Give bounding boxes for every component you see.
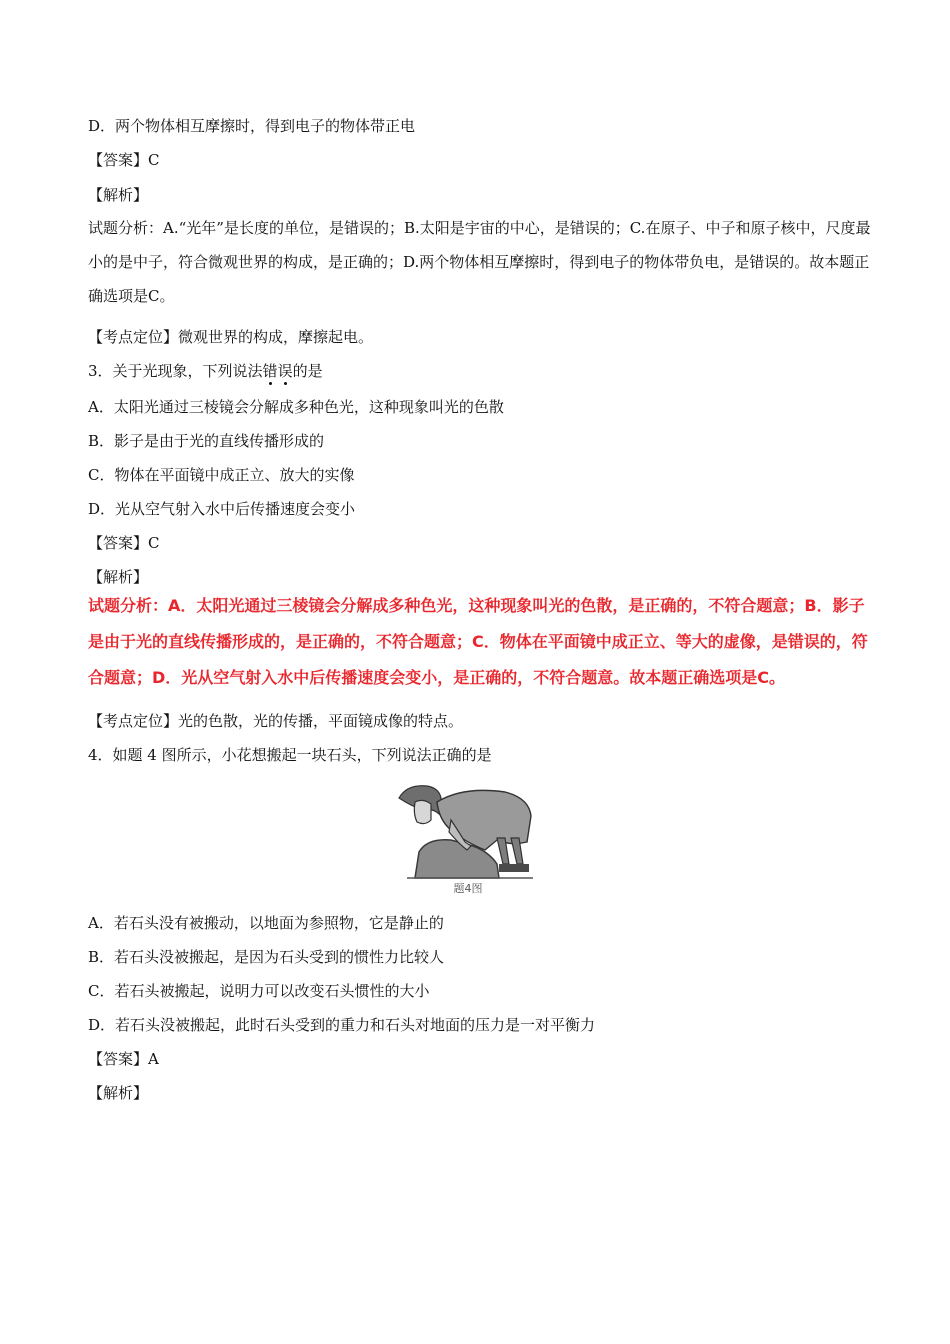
q4-option-a: A．若石头没有被搬动，以地面为参照物，它是静止的 [88, 914, 444, 932]
q4-analysis-heading: 【解析】 [88, 1084, 149, 1102]
q3-analysis-heading: 【解析】 [88, 568, 149, 586]
q3-stem-emphasis-1: 错 [262, 362, 278, 380]
q3-stem-suffix: 的是 [292, 362, 323, 380]
q3-analysis: 试题分析：A．太阳光通过三棱镜会分解成多种色光，这种现象叫光的色散，是正确的，不符合题意；B．影子是由于光的直线传播形成的，是正确的，不符合题意；C．物体在平面镜中成正立、等大的虚像，是错误的，符合题意；D．光从空气射入水中后传播速度会变小，是正确的，不符合题意。故本题正确选项是C。 [88, 596, 868, 687]
girl-lifting-stone-illustration [393, 780, 543, 880]
q2-analysis-heading: 【解析】 [88, 186, 149, 204]
q4-option-c: C．若石头被搬起，说明力可以改变石头惯性的大小 [88, 982, 430, 1000]
q2-option-d: D．两个物体相互摩擦时，得到电子的物体带正电 [88, 117, 416, 135]
q3-option-a: A．太阳光通过三棱镜会分解成多种色光，这种现象叫光的色散 [88, 398, 504, 416]
q3-answer: 【答案】C [88, 534, 160, 552]
q3-stem [88, 362, 878, 380]
q4-option-b: B．若石头没被搬起，是因为石头受到的惯性力比较人 [88, 948, 445, 966]
q3-option-c: C．物体在平面镜中成正立、放大的实像 [88, 466, 355, 484]
q4-option-d: D．若石头没被搬起，此时石头受到的重力和石头对地面的压力是一对平衡力 [88, 1016, 596, 1034]
q3-stem-emphasis-2: 误 [277, 362, 293, 380]
q3-option-b: B．影子是由于光的直线传播形成的 [88, 432, 325, 450]
q4-figure [393, 780, 543, 898]
q3-kaodian: 【考点定位】光的色散，光的传播，平面镜成像的特点。 [88, 712, 464, 730]
face-shape [414, 800, 431, 823]
q2-analysis: 试题分析：A.“光年”是长度的单位，是错误的；B.太阳是宇宙的中心，是错误的；C.在原子、中子和原子核中，尺度最小的是中子，符合微观世界的构成，是正确的；D.两个物体相互摩擦时，得到电子的物体带负电，是错误的。故本题正确选项是C。 [88, 219, 871, 305]
shoe-left [499, 864, 515, 872]
q2-answer: 【答案】C [88, 151, 160, 169]
q2-kaodian: 【考点定位】微观世界的构成，摩擦起电。 [88, 328, 374, 346]
q4-answer: 【答案】A [88, 1050, 159, 1068]
q3-stem-prefix: 3．关于光现象，下列说法 [88, 362, 263, 380]
q4-stem: 4．如题 4 图所示，小花想搬起一块石头，下列说法正确的是 [88, 746, 492, 764]
q4-figure-caption: 题4图 [453, 882, 483, 895]
q3-option-d: D．光从空气射入水中后传播速度会变小 [88, 500, 356, 518]
shoe-right [513, 864, 529, 872]
